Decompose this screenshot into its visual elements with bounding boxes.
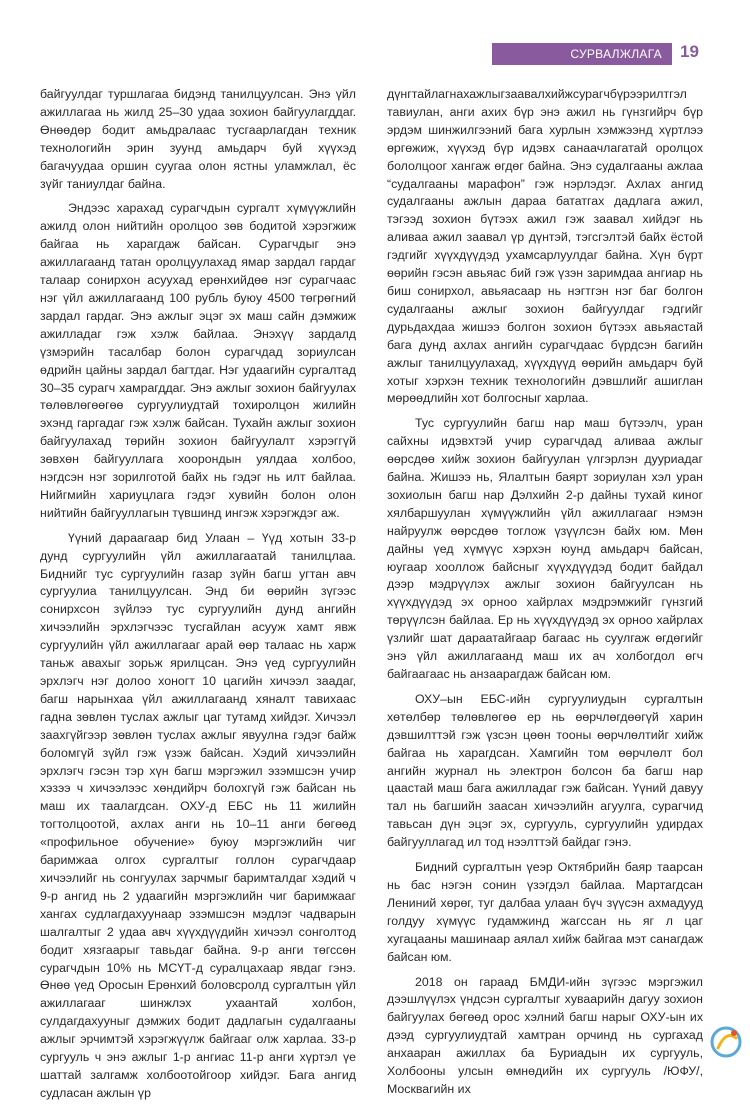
paragraph: Үүний дараагаар бид Улаан – Үүд хотын 33-р дунд сургуулийн үйл ажиллагаатай танилцлаа. Биднийг тус сургуулийн газар зүйн багш угтан авч сургуулиа танилцуулсан. Энд би өөрийн зүгээс сонирхсон зүйлээ тус сургуулийн дунд ангийн хичээлийн эрхлэгчээс тусгайлан асууж хамт явж сургуулийн үйл ажиллагааг арай өөр талаас нь харж таньж авахыг зорьж ярилцсан. Энэ үед сургуулийн эрхлэгч нэг долоо хоногт 10 цагийн хичээл заадаг, багш нарынхаа үйл ажиллагаанд хяналт тавихаас гадна зөвлөн туслах ажлыг цаг тутамд хийдэг. Хичээл заахгүйгээр зөвлөн туслах ажлыг явуулна гэдэг байж боломгүй зүйл гэж үзэж байсан. Хэдий хичээлийн эрхлэгч гэсэн тэр хүн багш мэргэжил эзэмшсэн учир хэзээ ч хичээлээс хөндийрч болохгүй гэж байсан нь маш их таалагдсан. ОХУ-д ЕБС нь 11 жилийн тогтолцоотой, ахлах анги нь 10–11 анги бөгөөд «профильное обучение» буюу мэргэжлийн чиг баримжаа олгох сургалтыг голлон сурагчдаар хичээлийг нь сонгуулах зарчмыг баримталдаг хэдий ч 9-р ангид нь 2 удаагийн мэргэжлийн чиг баримжааг хангах судлагдахуунаар эзэмшсэн мэдлэг чадварын шалгалтыг 2 удаа авч хүүхдүүдийн хичээл сонголтод бодит хязгаарыг тавьдаг байна. 9-р анги төгссөн сурагчдын 10% нь МСҮТ-д суралцахаар явдаг гэнэ. Өнөө үед Оросын Ерөнхий боловсролд сургалтын үйл ажиллагааг шинжлэх ухаантай холбон, сулдагдахууныг дэмжих бодит дадлагын судалгааны ажлыг эрчимтэй хэрэгжүүлж байгааг олж харлаа. 33-р сургууль ч энэ ажлыг 1-р ангиас 11-р анги хүртэл үе шаттай залгамж холбоотойгоор хийдэг. Бага ангид судласан ажлын үр	[40, 530, 356, 1100]
section-title: СУРВАЛЖЛАГА	[570, 47, 662, 61]
paragraph: дүнгтайлагнахажлыгзаавалхийжсурагчбүрээрилтгэл тавиулан, анги ахих бүр энэ ажил нь гүнзгийрч бүр эрдэм шинжилгээний бага хурлын хэмжээнд хүртлээ өргөжиж, хүүхэд бүр идэвх санаачлагатай оролцох бололцоог хангаж өгдөг байна. Энэ судалгааны ажлаа “судалгааны марафон” гэж нэрлэдэг. Ахлах ангид судалгааны ажлын дараа бататгах дадлага ажил, тэгээд зохион бүтээх ажил гэж заавал хийдэг нь аливаа ажил заавал үр дүнтэй, тэгсгэлтэй байх ёстой гэдгийг хүүхдүүдэд ухамсарлуулдаг байна. Хүн бүрт өөрийн гэсэн авьяас бий гэж үзэн заримдаа ангиар нь биш сонирхол, авьяасаар нь нэгтгэн нэг баг болгон судалгааны ажлыг зохион байгуулдаг гэдгийг дурьдахдаа жишээ болгон зохион бүтээх авьяастай бага дунд ахлах ангийн сурагчдаас бүрдсэн багийн ажлыг танилцуулахад, хүүхдүүд өөрийн амьдарч буй хотыг хэрхэн техник технологийн дэвшлийг ашиглан мөрөөдлийн хот болгосныг харлаа.	[387, 87, 703, 406]
paragraph: 2018 он гараад БМДИ-ийн зүгээс мэргэжил дээшлүүлэх үндсэн сургалтыг хуваарийн дагуу зохион байгуулах бөгөөд орос хэлний багш нарыг ОХУ-ын их дээд сургуулиудтай хамтран орчинд нь сургахад анхааран ажиллах ба Буриадын их сургууль, Холбооны улсын өмнөдийн их сургууль /ЮФУ/, Москвагийн их	[387, 974, 703, 1096]
right-column	[387, 86, 703, 1106]
paragraph: байгуулдаг туршлагаа бидэнд танилцуулсан. Энэ үйл ажиллагаа нь жилд 25–30 удаа зохион байгуулагддаг. Өнөөдөр бодит амьдралаас тусгаарлагдан техник технологийн эрин зуунд амьдарч буй хүүхэд багачуудаа оршин суугаа олон ястны уламжлал, ёс зүйг таниулдаг байна.	[40, 87, 356, 191]
paragraph: Бидний сургалтын үеэр Октябрийн баяр таарсан нь бас нэгэн сонин үзэгдэл байлаа. Мартагдсан Лениний хөрөг, туг далбаа улаан бүч зүүсэн ахмадууд голдуу хүмүүс гудамжинд жагссан нь яг л цаг хугацааны машинаар аялал хийж байгаа мэт санагдаж байсан юм.	[387, 860, 703, 964]
page-number: 19	[680, 42, 699, 61]
publisher-logo-icon	[708, 1024, 744, 1060]
paragraph: Эндээс харахад сурагчдын сургалт хүмүүжлийн ажилд олон нийтийн оролцоо зөв бодитой хэрэгжиж байгаа нь харагдаж байсан. Сурагчдыг энэ ажиллагаанд татан оролцуулахад ямар зардал гардаг талаар сонирхон асуухад ерөнхийдөө нэг сурагчаас нэг үйл ажиллагаанд 100 рубль буюу 4500 төгрөгний зардал гардаг. Энэ ажлыг эцэг эх маш сайн дэмжиж ажилладаг гэж хэлж байлаа. Энэхүү зардалд үзмэрийн тасалбар болон сурагчдад зориулсан өдрийн цайны зардал багтдаг. Нэг удаагийн сургалтад 30–35 сурагч хамрагддаг. Энэ ажлыг зохион байгуулах төлөвлөгөөгөө сургуулиудтай тохиролцон жилийн эхэнд гаргадаг гэж хэлж байсан. Тухайн ажлыг зохион байгуулахад төрийн зохион байгуулалт хэрэггүй зөвхөн байгууллага хоорондын уялдаа холбоо, нэгдсэн нэг зорилготой байх нь гэдэг нь илт байлаа. Нийгмийн хариуцлага гэдэг хувийн болон олон нийтийн байгууллагын түвшинд ингэж хэрэгждэг аж.	[40, 201, 356, 520]
left-column	[40, 86, 356, 1110]
paragraph: Тус сургуулийн багш нар маш бүтээлч, уран сайхны идэвхтэй учир сурагчдад аливаа ажлыг өөрсдөө хийж зохион байгуулан үлгэрлэн дууриадаг байна. Жишээ нь, Ялалтын баярт зориулан хэл уран зохиолын багш нар Дэлхийн 2-р дайны тухай киног хялбаршуулан хүмүүжлийн үйл ажиллагааг нэмэн найруулж өөрсдөө тоглож үзүүлсэн байх юм. Мөн дайны үед хүмүүс хэрхэн юунд амьдарч байсан, юугаар хооллож байсныг хүүхдүүдэд бодит байдал дээр мэдрүүлэх ажлыг зохион байгуулсан нь хүүхдүүдэд эх орноо хайрлах мэдрэмжийг гүнзгий төрүүлсэн байлаа. Ер нь хүүхдүүдэд эх орноо хайрлах үзлийг шат дараатайгаар багаас нь суулгаж өгдөгийг энэ үйл ажиллагаанд маш их ач холбогдол өгч байгаагаас нь анзаарагдаж байсан юм.	[387, 416, 703, 681]
paragraph: ОХУ–ын ЕБС-ийн сургуулиудын сургалтын хөтөлбөр төлөвлөгөө ер нь өөрчлөгдөөгүй харин дэвшилттэй гэж үзсэн цөөн тооны өөрчлөлтийг хийж байгаа нь харагдсан. Хамгийн том өөрчлөлт бол ангийн журнал нь электрон болсон ба багш нар цаастай маш бага ажилладаг гэж байсан. Үүний давуу тал нь багшийн заасан хичээлийн агуулга, сурагчид тавьсан дүн эцэг эх, сургууль, сургуулийн удирдах байгууллагад ил тод нээлттэй байдаг гэнэ.	[387, 691, 703, 850]
section-header-band	[492, 43, 672, 65]
